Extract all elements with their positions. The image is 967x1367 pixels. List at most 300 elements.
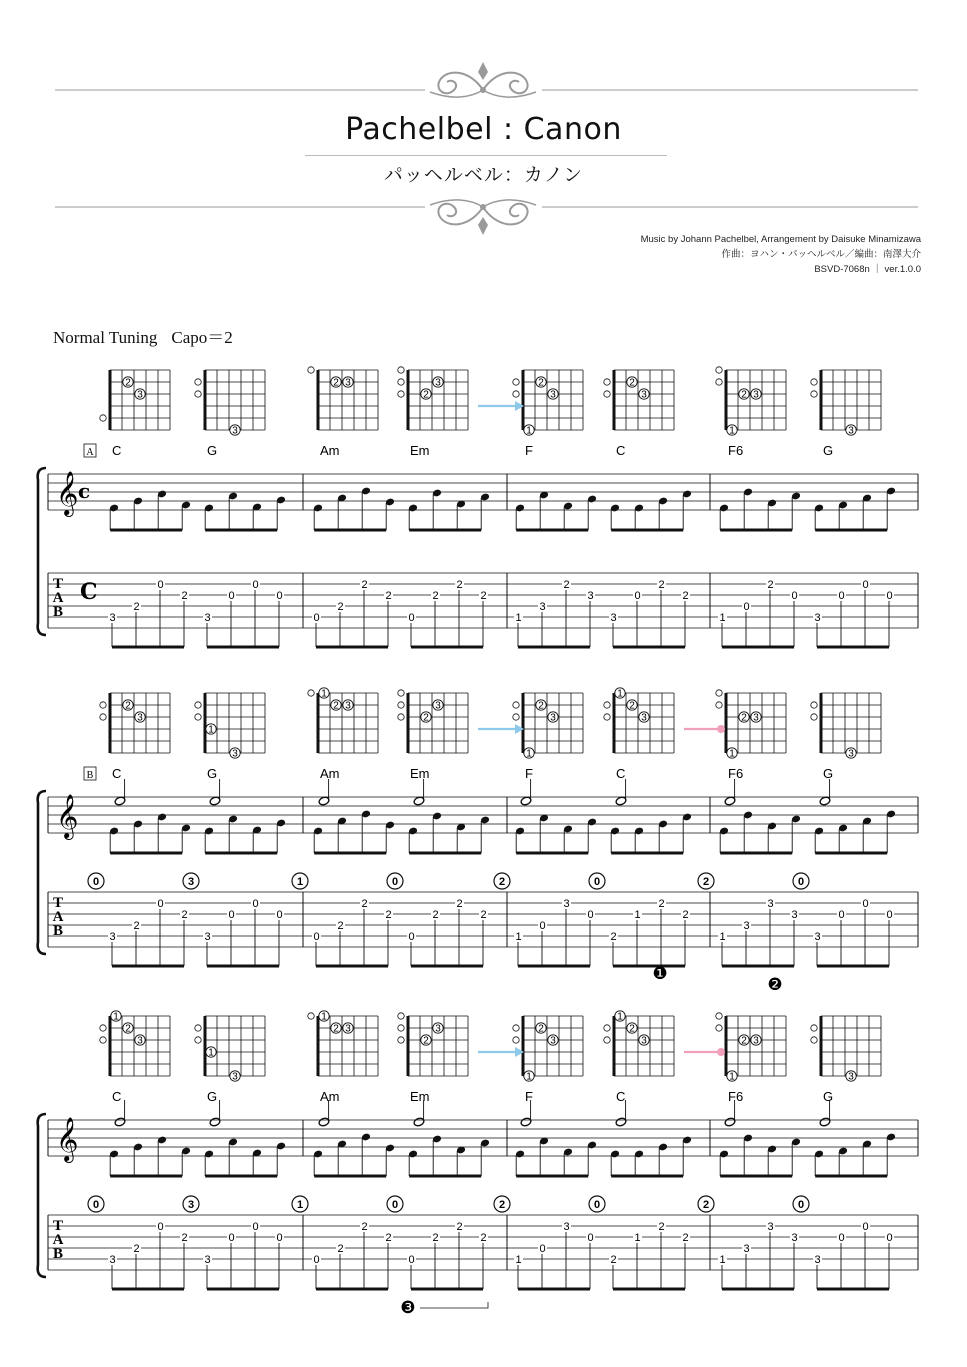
open-string-marker [513, 1025, 519, 1031]
annotation-marker: ❶ [652, 964, 668, 984]
chord-name: Em [410, 1089, 430, 1104]
finger-number: 1 [113, 1011, 119, 1023]
tab-fret-number: 1 [515, 1254, 522, 1266]
open-string-marker [398, 1013, 404, 1019]
tab-fret-number: 3 [791, 909, 798, 921]
chord-diagram [308, 367, 378, 430]
annotation-marker: ❷ [767, 975, 783, 995]
finger-number: 1 [321, 688, 327, 700]
melody-fret: 2 [498, 1199, 506, 1211]
tab-fret-number: 1 [634, 909, 641, 921]
chord-name: C [616, 766, 626, 781]
open-string-marker [716, 1013, 722, 1019]
tab-fret-number: 2 [480, 590, 487, 602]
finger-number: 2 [125, 700, 131, 712]
open-string-marker [398, 1037, 404, 1043]
melody-fret: 3 [187, 1199, 195, 1211]
time-signature: c [78, 479, 91, 503]
open-string-marker [195, 702, 201, 708]
chord-diagram [513, 693, 583, 760]
chord-diagram [195, 370, 265, 437]
finger-number: 1 [526, 1071, 532, 1083]
tab-fret-number: 0 [587, 1232, 594, 1244]
chord-diagram [716, 367, 786, 437]
open-string-marker [716, 702, 722, 708]
half-note-head [724, 1117, 736, 1127]
tab-fret-number: 0 [313, 1254, 320, 1266]
chord-name: G [207, 1089, 218, 1104]
tab-fret-number: 3 [204, 1254, 211, 1266]
tab-fret-number: 0 [252, 898, 259, 910]
open-string-marker [398, 690, 404, 696]
melody-fret: 1 [296, 876, 304, 888]
tab-fret-number: 2 [658, 1221, 665, 1233]
open-string-marker [195, 379, 201, 385]
open-string-marker [195, 391, 201, 397]
tab-fret-number: 1 [719, 612, 726, 624]
finger-number: 3 [641, 1035, 647, 1047]
open-string-marker [716, 367, 722, 373]
open-string-marker [308, 1013, 314, 1019]
tab-fret-number: 3 [743, 1243, 750, 1255]
tab-fret-number: 0 [313, 931, 320, 943]
finger-number: 1 [321, 1011, 327, 1023]
melody-fret: 3 [187, 876, 195, 888]
finger-number: 2 [741, 1035, 747, 1047]
half-note-head [615, 796, 627, 806]
open-string-marker [604, 391, 610, 397]
finger-number: 1 [617, 688, 623, 700]
tab-fret-number: 0 [252, 1221, 259, 1233]
tab-fret-number: 3 [814, 1254, 821, 1266]
open-string-marker [604, 379, 610, 385]
finger-number: 3 [137, 712, 143, 724]
chord-name: G [823, 1089, 834, 1104]
open-string-marker [604, 702, 610, 708]
tab-fret-number: 0 [886, 1232, 893, 1244]
catalog-version: BSVD-7068n ｜ ver.1.0.0 [814, 264, 921, 275]
tab-fret-number: 0 [157, 898, 164, 910]
finger-number: 2 [423, 712, 429, 724]
tab-fret-number: 2 [181, 909, 188, 921]
treble-clef: 𝄞 [56, 794, 79, 838]
arrow-dot [717, 1048, 725, 1056]
tab-fret-number: 0 [862, 579, 869, 591]
finger-number: 3 [232, 425, 238, 437]
finger-number: 2 [423, 1035, 429, 1047]
chord-name: Em [410, 443, 430, 458]
half-note-head [819, 796, 831, 806]
half-note-head [413, 1117, 425, 1127]
chord-name: F [525, 766, 533, 781]
tab-fret-number: 1 [515, 612, 522, 624]
tab-fret-number: 0 [838, 909, 845, 921]
chord-diagram [195, 1016, 265, 1083]
finger-number: 3 [753, 1035, 759, 1047]
section-letter: B [86, 770, 94, 781]
tab-fret-number: 2 [682, 590, 689, 602]
tab-fret-number: 0 [157, 1221, 164, 1233]
open-string-marker [398, 714, 404, 720]
tab-fret-number: 0 [838, 1232, 845, 1244]
chord-diagram [100, 370, 170, 430]
finger-number: 2 [629, 377, 635, 389]
tab-fret-number: 2 [480, 1232, 487, 1244]
open-string-marker [308, 367, 314, 373]
chord-diagram [100, 693, 170, 753]
system-3 [38, 1011, 918, 1318]
finger-number: 3 [345, 700, 351, 712]
tab-fret-number: 3 [563, 1221, 570, 1233]
half-note-head [413, 796, 425, 806]
tab-fret-number: 2 [181, 1232, 188, 1244]
finger-number: 3 [345, 1023, 351, 1035]
chord-name: Am [320, 443, 340, 458]
annotation-bracket [420, 1302, 488, 1308]
open-string-marker [811, 1025, 817, 1031]
tab-letter: B [52, 923, 64, 939]
chord-diagram [604, 1011, 674, 1076]
tab-fret-number: 3 [109, 612, 116, 624]
open-string-marker [398, 702, 404, 708]
tab-fret-number: 3 [109, 931, 116, 943]
tab-fret-number: 1 [515, 931, 522, 943]
open-string-marker [195, 714, 201, 720]
half-note-head [114, 796, 126, 806]
finger-number: 3 [435, 1023, 441, 1035]
finger-number: 3 [753, 712, 759, 724]
chord-name: Am [320, 1089, 340, 1104]
open-string-marker [100, 714, 106, 720]
chord-diagram [398, 690, 468, 753]
half-note-head [520, 796, 532, 806]
chord-diagram [604, 688, 674, 753]
open-string-marker [604, 1037, 610, 1043]
melody-fret: 1 [296, 1199, 304, 1211]
chord-diagram [398, 367, 468, 430]
tab-fret-number: 0 [886, 590, 893, 602]
tab-fret-number: 0 [252, 579, 259, 591]
finger-number: 3 [435, 700, 441, 712]
half-note-head [819, 1117, 831, 1127]
finger-number: 3 [232, 1071, 238, 1083]
finger-number: 1 [526, 425, 532, 437]
finger-number: 1 [617, 1011, 623, 1023]
chord-name: C [112, 443, 122, 458]
tab-fret-number: 2 [610, 1254, 617, 1266]
page-subtitle: パッヘルベル：カノン [383, 164, 584, 186]
chord-name: G [207, 443, 218, 458]
tab-letter: T [52, 1218, 64, 1234]
finger-number: 3 [848, 425, 854, 437]
finger-number: 2 [538, 700, 544, 712]
finger-number: 2 [125, 1023, 131, 1035]
chord-name: C [616, 443, 626, 458]
tab-fret-number: 3 [767, 898, 774, 910]
open-string-marker [100, 702, 106, 708]
melody-fret: 0 [593, 1199, 601, 1211]
melody-fret: 0 [391, 876, 399, 888]
tab-fret-number: 2 [181, 590, 188, 602]
tab-letter: A [52, 1232, 64, 1248]
tab-fret-number: 0 [157, 579, 164, 591]
open-string-marker [195, 1025, 201, 1031]
chord-name: F [525, 443, 533, 458]
finger-number: 1 [208, 724, 214, 736]
chord-name: G [823, 443, 834, 458]
finger-number: 1 [729, 425, 735, 437]
open-string-marker [811, 714, 817, 720]
tab-fret-number: 2 [658, 579, 665, 591]
credits-line-english: Music by Johann Pachelbel, Arrangement by Daisuke Minamizawa [640, 234, 921, 245]
tab-fret-number: 2 [385, 909, 392, 921]
open-string-marker [716, 1025, 722, 1031]
tab-fret-number: 2 [337, 1243, 344, 1255]
tab-fret-number: 3 [767, 1221, 774, 1233]
tab-fret-number: 2 [563, 579, 570, 591]
open-string-marker [513, 1037, 519, 1043]
chord-diagram [513, 370, 583, 437]
open-string-marker [716, 379, 722, 385]
tab-fret-number: 2 [456, 1221, 463, 1233]
tab-fret-number: 2 [361, 1221, 368, 1233]
finger-number: 2 [423, 389, 429, 401]
chord-name: F6 [728, 1089, 744, 1104]
finger-number: 3 [435, 377, 441, 389]
tab-time-signature: C [80, 579, 98, 605]
tab-fret-number: 2 [337, 601, 344, 613]
chord-diagram [100, 1011, 170, 1076]
melody-fret: 0 [391, 1199, 399, 1211]
finger-number: 3 [641, 712, 647, 724]
tab-fret-number: 1 [719, 931, 726, 943]
tab-letter: A [52, 909, 64, 925]
system-bracket [38, 468, 46, 635]
melody-fret: 2 [498, 876, 506, 888]
melody-fret: 0 [797, 876, 805, 888]
open-string-marker [100, 1037, 106, 1043]
tab-fret-number: 3 [743, 920, 750, 932]
tab-fret-number: 0 [313, 612, 320, 624]
tab-fret-number: 0 [228, 909, 235, 921]
tab-fret-number: 3 [587, 590, 594, 602]
finger-number: 2 [741, 389, 747, 401]
open-string-marker [811, 379, 817, 385]
finger-number: 3 [550, 1035, 556, 1047]
open-string-marker [513, 379, 519, 385]
tab-fret-number: 2 [385, 1232, 392, 1244]
finger-number: 1 [526, 748, 532, 760]
chord-diagram [604, 370, 674, 430]
tab-fret-number: 2 [480, 909, 487, 921]
chord-diagram [716, 1013, 786, 1083]
tuning-label: Normal Tuning [53, 328, 158, 347]
finger-number: 2 [333, 1023, 339, 1035]
finger-number: 3 [232, 748, 238, 760]
chord-name: Am [320, 766, 340, 781]
chord-diagram [398, 1013, 468, 1076]
chord-name: C [112, 766, 122, 781]
chord-name: G [207, 766, 218, 781]
open-string-marker [811, 1037, 817, 1043]
chord-name: F [525, 1089, 533, 1104]
half-note-head [318, 796, 330, 806]
chord-diagram [811, 693, 881, 760]
chord-name: Em [410, 766, 430, 781]
chord-name: F6 [728, 766, 744, 781]
melody-fret: 0 [797, 1199, 805, 1211]
treble-clef: 𝄞 [56, 471, 79, 515]
chord-name: G [823, 766, 834, 781]
finger-number: 2 [629, 700, 635, 712]
tab-fret-number: 0 [276, 909, 283, 921]
tab-fret-number: 2 [658, 898, 665, 910]
finger-number: 2 [538, 1023, 544, 1035]
open-string-marker [716, 690, 722, 696]
credits-line-japanese: 作曲：ヨハン・パッヘルベル／編曲：南澤大介 [721, 249, 921, 260]
half-note-head [615, 1117, 627, 1127]
finger-number: 3 [137, 389, 143, 401]
tab-fret-number: 2 [432, 1232, 439, 1244]
tab-fret-number: 2 [682, 1232, 689, 1244]
tab-fret-number: 0 [587, 909, 594, 921]
open-string-marker [513, 714, 519, 720]
finger-number: 1 [729, 748, 735, 760]
annotation-marker: ❸ [400, 1298, 416, 1318]
tab-fret-number: 0 [408, 931, 415, 943]
open-string-marker [513, 391, 519, 397]
melody-fret: 0 [593, 876, 601, 888]
open-string-marker [604, 714, 610, 720]
tab-fret-number: 0 [838, 590, 845, 602]
open-string-marker [100, 1025, 106, 1031]
tab-fret-number: 2 [767, 579, 774, 591]
system-bracket [38, 791, 46, 954]
tab-fret-number: 3 [204, 612, 211, 624]
open-string-marker [195, 1037, 201, 1043]
tab-fret-number: 2 [385, 590, 392, 602]
half-note-head [724, 796, 736, 806]
open-string-marker [811, 702, 817, 708]
open-string-marker [811, 391, 817, 397]
open-string-marker [604, 1025, 610, 1031]
chord-name: C [616, 1089, 626, 1104]
chord-diagram [811, 1016, 881, 1083]
system-1 [38, 367, 918, 647]
tab-fret-number: 0 [862, 898, 869, 910]
open-string-marker [308, 690, 314, 696]
tab-fret-number: 0 [539, 1243, 546, 1255]
finger-number: 3 [550, 712, 556, 724]
tab-fret-number: 3 [791, 1232, 798, 1244]
tab-fret-number: 2 [361, 579, 368, 591]
tab-fret-number: 0 [791, 590, 798, 602]
finger-number: 3 [550, 389, 556, 401]
tab-fret-number: 0 [886, 909, 893, 921]
open-string-marker [398, 379, 404, 385]
melody-fret: 2 [702, 1199, 710, 1211]
tab-letter: B [52, 604, 64, 620]
chord-diagram [308, 1011, 378, 1076]
finger-number: 2 [125, 377, 131, 389]
tab-fret-number: 2 [361, 898, 368, 910]
tab-fret-number: 2 [456, 898, 463, 910]
tab-letter: A [52, 590, 64, 606]
chord-diagram [195, 693, 265, 760]
chord-name: F6 [728, 443, 744, 458]
finger-number: 2 [333, 377, 339, 389]
half-note-head [114, 1117, 126, 1127]
tab-fret-number: 3 [814, 612, 821, 624]
chord-diagram [308, 688, 378, 753]
capo-label: Capo＝2 [171, 328, 233, 347]
tab-fret-number: 3 [814, 931, 821, 943]
tab-fret-number: 3 [539, 601, 546, 613]
tab-fret-number: 0 [408, 612, 415, 624]
tab-letter: B [52, 1246, 64, 1262]
tab-fret-number: 0 [743, 601, 750, 613]
finger-number: 3 [137, 1035, 143, 1047]
tab-fret-number: 2 [133, 920, 140, 932]
tab-fret-number: 1 [719, 1254, 726, 1266]
tab-fret-number: 2 [610, 931, 617, 943]
finger-number: 2 [538, 377, 544, 389]
finger-number: 2 [741, 712, 747, 724]
open-string-marker [398, 1025, 404, 1031]
finger-number: 3 [345, 377, 351, 389]
finger-number: 1 [208, 1047, 214, 1059]
tab-fret-number: 2 [337, 920, 344, 932]
half-note-head [520, 1117, 532, 1127]
melody-fret: 2 [702, 876, 710, 888]
half-note-head [209, 1117, 221, 1127]
finger-number: 3 [753, 389, 759, 401]
melody-fret: 0 [92, 1199, 100, 1211]
finger-number: 3 [641, 389, 647, 401]
tab-fret-number: 3 [204, 931, 211, 943]
tab-fret-number: 2 [432, 590, 439, 602]
system-bracket [38, 1114, 46, 1277]
tab-fret-number: 0 [228, 1232, 235, 1244]
tab-letter: T [52, 576, 64, 592]
tab-fret-number: 3 [109, 1254, 116, 1266]
tab-fret-number: 0 [408, 1254, 415, 1266]
open-string-marker [513, 702, 519, 708]
tab-fret-number: 2 [456, 579, 463, 591]
finger-number: 1 [729, 1071, 735, 1083]
tab-fret-number: 0 [276, 590, 283, 602]
chord-diagram [811, 370, 881, 437]
page-title: Pachelbel : Canon [345, 112, 622, 147]
tab-fret-number: 1 [634, 1232, 641, 1244]
tab-fret-number: 0 [862, 1221, 869, 1233]
tab-fret-number: 0 [634, 590, 641, 602]
chord-name: C [112, 1089, 122, 1104]
tab-fret-number: 2 [432, 909, 439, 921]
tab-fret-number: 2 [682, 909, 689, 921]
chord-diagram [513, 1016, 583, 1083]
treble-clef: 𝄞 [56, 1117, 79, 1161]
half-note-head [209, 796, 221, 806]
tab-fret-number: 2 [133, 601, 140, 613]
tab-fret-number: 0 [228, 590, 235, 602]
tab-fret-number: 3 [610, 612, 617, 624]
system-2 [38, 688, 918, 995]
finger-number: 3 [848, 748, 854, 760]
tab-fret-number: 0 [539, 920, 546, 932]
section-letter: A [86, 447, 94, 458]
open-string-marker [398, 367, 404, 373]
